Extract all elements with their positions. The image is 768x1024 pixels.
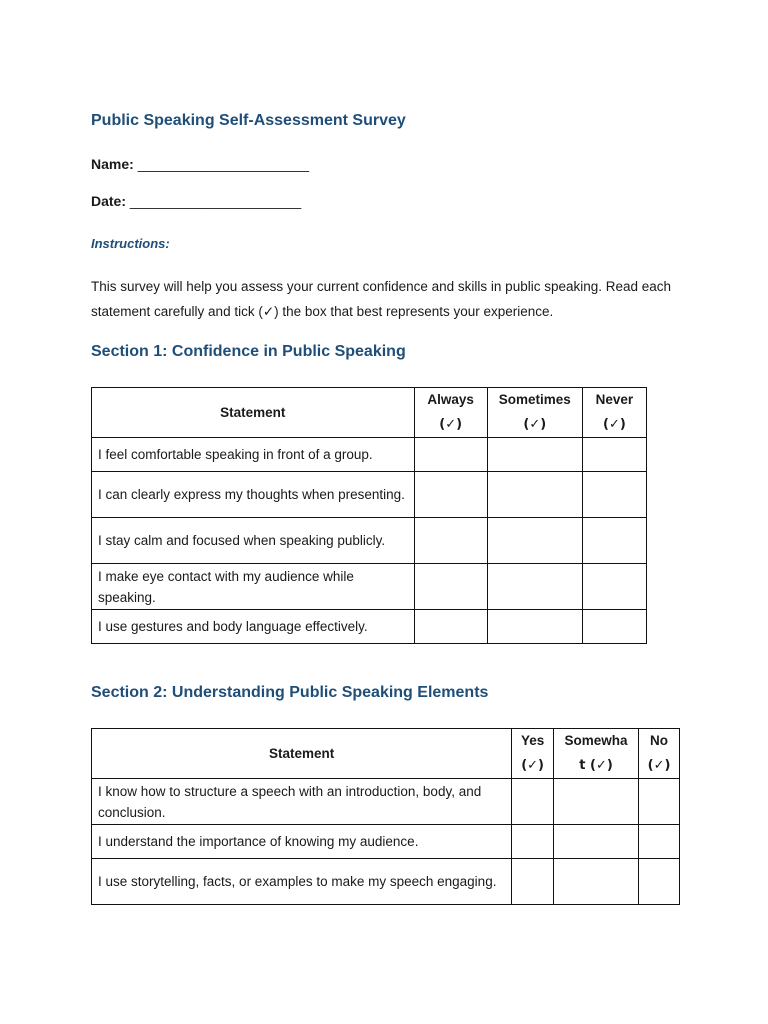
yes-header: Yes (✓) — [512, 729, 554, 779]
somewhat-checkbox[interactable] — [554, 779, 639, 825]
document-title: Public Speaking Self-Assessment Survey — [91, 112, 406, 129]
always-header: Always (✓) — [414, 388, 487, 438]
sometimes-checkbox[interactable] — [487, 438, 582, 472]
date-field[interactable] — [91, 193, 301, 209]
check-icon: (✓) — [523, 417, 547, 432]
statement-cell: I feel comfortable speaking in front of a group. — [92, 438, 415, 472]
instructions-label: Instructions: — [91, 236, 170, 251]
somewhat-checkbox[interactable] — [554, 825, 639, 859]
table-row — [92, 610, 647, 644]
yes-checkbox[interactable] — [512, 825, 554, 859]
name-blank-line[interactable]: ______________________ — [137, 156, 309, 172]
check-icon: (✓) — [603, 417, 626, 432]
table-row — [92, 438, 647, 472]
section-2-heading: Section 2: Understanding Public Speaking Elements — [91, 684, 489, 701]
statement-cell: I make eye contact with my audience while speaking. — [92, 564, 415, 610]
table-row — [92, 518, 647, 564]
date-label: Date: — [91, 193, 127, 209]
statement-cell: I understand the importance of knowing my audience. — [92, 825, 512, 859]
somewhat-checkbox[interactable] — [554, 859, 639, 905]
instructions-text: This survey will help you assess your current confidence and skills in public speaking. Read each statement carefully and tick (✓) the box that best represents your experience. — [91, 279, 672, 319]
section-2-header-row — [92, 729, 680, 779]
never-header: Never (✓) — [582, 388, 646, 438]
table-row — [92, 859, 680, 905]
section-1-header-row — [92, 388, 647, 438]
name-label: Name: — [91, 156, 134, 172]
sometimes-checkbox[interactable] — [487, 518, 582, 564]
always-checkbox[interactable] — [414, 610, 487, 644]
table-row — [92, 779, 680, 825]
statement-cell: I use gestures and body language effectively. — [92, 610, 415, 644]
sometimes-checkbox[interactable] — [487, 564, 582, 610]
no-checkbox[interactable] — [639, 859, 680, 905]
section-2-table — [91, 728, 680, 905]
statement-cell: I stay calm and focused when speaking publicly. — [92, 518, 415, 564]
check-icon: (✓) — [647, 758, 671, 773]
check-icon: (✓) — [439, 417, 463, 432]
always-checkbox[interactable] — [414, 472, 487, 518]
check-icon: t (✓) — [579, 758, 613, 773]
statement-header: Statement — [92, 729, 512, 779]
no-checkbox[interactable] — [639, 825, 680, 859]
always-checkbox[interactable] — [414, 438, 487, 472]
section-1-table — [91, 387, 647, 644]
yes-checkbox[interactable] — [512, 779, 554, 825]
statement-cell: I use storytelling, facts, or examples to make my speech engaging. — [92, 859, 512, 905]
statement-cell: I can clearly express my thoughts when presenting. — [92, 472, 415, 518]
sometimes-checkbox[interactable] — [487, 610, 582, 644]
check-icon: (✓) — [521, 758, 544, 773]
never-checkbox[interactable] — [582, 518, 646, 564]
table-row — [92, 472, 647, 518]
never-checkbox[interactable] — [582, 438, 646, 472]
somewhat-header: Somewha t (✓) — [554, 729, 639, 779]
statement-cell: I know how to structure a speech with an introduction, body, and conclusion. — [92, 779, 512, 825]
statement-header: Statement — [92, 388, 415, 438]
section-1-heading: Section 1: Confidence in Public Speaking — [91, 343, 406, 360]
no-checkbox[interactable] — [639, 779, 680, 825]
date-blank-line[interactable]: ______________________ — [129, 193, 302, 209]
always-checkbox[interactable] — [414, 518, 487, 564]
yes-checkbox[interactable] — [512, 859, 554, 905]
never-checkbox[interactable] — [582, 610, 646, 644]
sometimes-checkbox[interactable] — [487, 472, 582, 518]
sometimes-header: Sometimes (✓) — [487, 388, 582, 438]
never-checkbox[interactable] — [582, 564, 646, 610]
always-checkbox[interactable] — [414, 564, 487, 610]
table-row — [92, 564, 647, 610]
name-field[interactable] — [91, 156, 309, 172]
no-header: No (✓) — [639, 729, 680, 779]
table-row — [92, 825, 680, 859]
never-checkbox[interactable] — [582, 472, 646, 518]
